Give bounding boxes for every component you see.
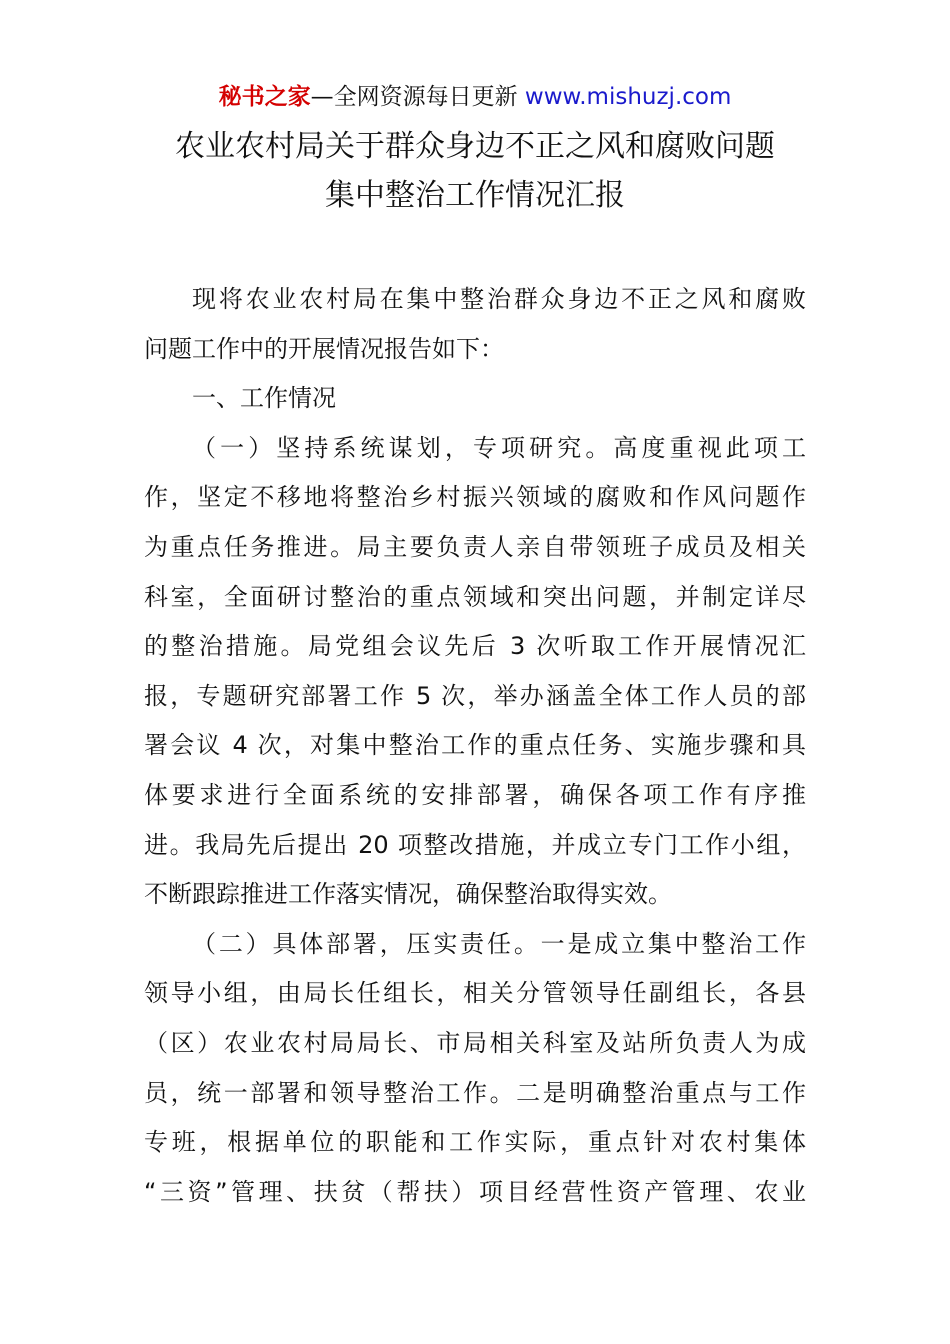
section-heading xyxy=(144,374,806,424)
text-line: 署会议 4 次，对集中整治工作的重点任务、实施步骤和具 xyxy=(144,731,806,760)
text-line: 不断跟踪推进工作落实情况，确保整治取得实效。 xyxy=(144,880,672,909)
text-line: 问题工作中的开展情况报告如下： xyxy=(144,334,504,363)
text-line: （区）农业农村局局长、市局相关科室及站所负责人为成 xyxy=(144,1028,806,1057)
text-line: （二）具体部署，压实责任。一是成立集中整治工作 xyxy=(192,929,806,958)
text-line: 现将农业农村局在集中整治群众身边不正之风和腐败 xyxy=(192,285,806,313)
text-line: 的整治措施。局党组会议先后 3 次听取工作开展情况汇 xyxy=(144,632,806,661)
site-header xyxy=(0,82,950,112)
text-line: （一）坚持系统谋划，专项研究。高度重视此项工 xyxy=(192,433,806,462)
text-line: 为重点任务推进。局主要负责人亲自带领班子成员及相关 xyxy=(144,532,806,561)
text-line: 体要求进行全面系统的安排部署，确保各项工作有序推 xyxy=(144,780,806,809)
paragraph-2 xyxy=(144,920,806,1218)
document-body xyxy=(144,275,806,1217)
text-line: 员，统一部署和领导整治工作。二是明确整治重点与工作 xyxy=(144,1078,806,1107)
header-slogan: —全网资源每日更新 xyxy=(310,84,518,110)
document-title-line-2: 集中整治工作情况汇报 xyxy=(325,178,625,213)
text-line: 专班，根据单位的职能和工作实际，重点针对农村集体 xyxy=(144,1128,806,1157)
intro-paragraph xyxy=(144,275,806,374)
text-line: 进。我局先后提出 20 项整改措施，并成立专门工作小组， xyxy=(144,830,806,859)
text-line: 领导小组，由局长任组长，相关分管领导任副组长，各县 xyxy=(144,979,806,1008)
text-line: 作，坚定不移地将整治乡村振兴领域的腐败和作风问题作 xyxy=(144,483,806,512)
site-url[interactable]: www.mishuzj.com xyxy=(524,84,732,110)
text-line: “三资”管理、扶贫（帮扶）项目经营性资产管理、农业 xyxy=(144,1177,806,1206)
paragraph-1 xyxy=(144,424,806,920)
text-line: 一、工作情况 xyxy=(192,384,336,413)
brand-name: 秘书之家 xyxy=(218,84,311,110)
text-line: 科室，全面研讨整治的重点领域和突出问题，并制定详尽 xyxy=(144,582,806,611)
text-line: 报，专题研究部署工作 5 次，举办涵盖全体工作人员的部 xyxy=(144,681,806,710)
document-title-line-1: 农业农村局关于群众身边不正之风和腐败问题 xyxy=(175,129,775,164)
